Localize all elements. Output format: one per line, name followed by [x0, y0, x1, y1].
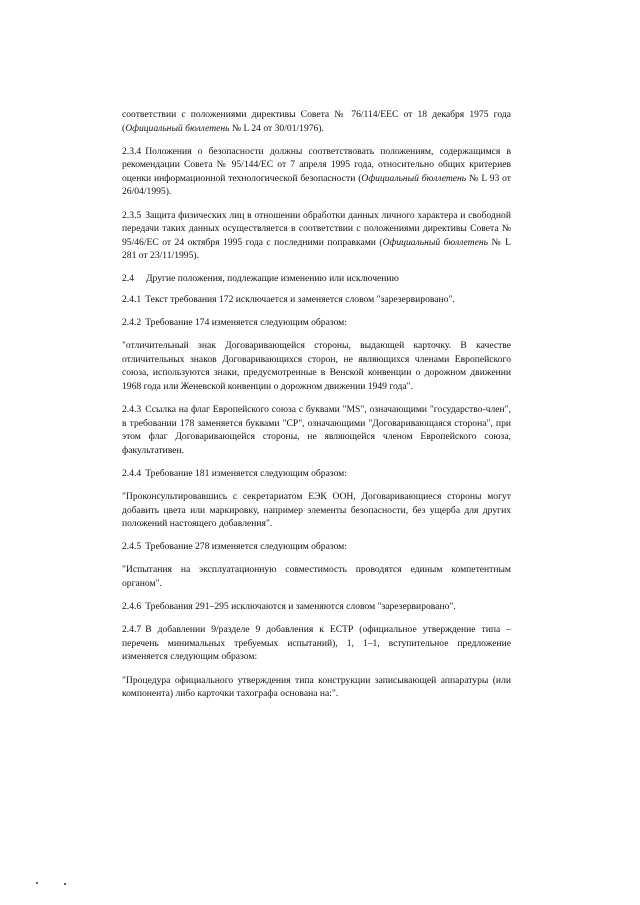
paragraph-text-end: № L 281 от 23/11/1995).: [122, 236, 511, 262]
paragraph-text: Другие положения, подлежащие изменению или исключению: [146, 273, 399, 285]
paragraph-text: "Испытания на эксплуатационную совместимость проводятся единым компетентным органом".: [122, 564, 511, 590]
paragraph-number: 2.4.5: [122, 541, 142, 553]
paragraph-text: "Проконсультировавшись с секретариатом ЕЭК ООН, Договаривающиеся стороны могут добавить цвета или маркировку, например элементы безопасности, без ущерба для других положений настоящего добавления".: [122, 491, 511, 530]
paragraph-italic: Официальный бюллетень: [382, 236, 488, 248]
paragraph-2-4-6: [122, 600, 511, 614]
paragraph-2-4-4: [122, 467, 511, 481]
paragraph-2-4-2: [122, 316, 511, 330]
paragraph-number: 2.3.4: [122, 145, 142, 157]
paragraph-2-4-5: [122, 540, 511, 554]
paragraph-2-4: [122, 272, 511, 286]
paragraph-number: 2.4.1: [122, 294, 142, 306]
paragraph-text: Требование 174 изменяется следующим образом:: [145, 317, 347, 329]
paragraph-number: 2.4: [122, 273, 134, 285]
paragraph-italic: Официальный бюллетень: [361, 172, 467, 184]
paragraph-quote-181: [122, 490, 511, 531]
paragraph-text: Защита физических лиц в отношении обработки данных личного характера и свободной передачи таких данных осуществляется в соответствии с положениями директивы Совета № 95/46/ЕС от 24 октября 1995 года с последними поправками (: [122, 209, 511, 248]
paragraph-quote-procedure: [122, 674, 511, 701]
paragraph-text: Ссылка на флаг Европейского союза с буквами "MS", означающими "государство-член", в требовании 178 заменяется буквами "CP", означающими "Договаривающаяся сторона", при этом флаг Договаривающейся стороны, не являющейся членом Европейского союза, факультативен.: [122, 404, 511, 456]
paragraph-number: 2.4.7: [122, 624, 142, 636]
paragraph-2-4-7: [122, 623, 511, 664]
paragraph-2-4-1: [122, 293, 511, 307]
paragraph-2-4-3: [122, 403, 511, 457]
paragraph-text: Требования 291–295 исключаются и заменяются словом "зарезервировано".: [145, 601, 456, 613]
scan-specks: [36, 881, 76, 887]
paragraph-number: 2.4.6: [122, 601, 142, 613]
paragraph-text: соответствии с положениями директивы Совета № 76/114/ЕЕС от 18 декабря 1975 года (: [122, 109, 511, 134]
paragraph-continuation: [122, 108, 511, 135]
paragraph-number: 2.4.4: [122, 467, 142, 479]
paragraph-number: 2.3.5: [122, 209, 142, 221]
paragraph-text-end: № L 93 от 26/04/1995).: [122, 172, 512, 198]
paragraph-text: "Процедура официального утверждения типа конструкции записывающей аппаратуры (или компонента) либо карточки тахографа основана на:".: [122, 674, 511, 700]
paragraph-quote-174: [122, 339, 511, 393]
paragraph-number: 2.4.2: [122, 317, 142, 329]
paragraph-text: Требование 181 изменяется следующим образом:: [145, 467, 347, 479]
paragraph-text: В добавлении 9/разделе 9 добавления к ЕСТР (официальное утверждение типа – перечень минимальных требуемых испытаний), 1, 1–1, вступительное предложение изменяется следующим образом:: [122, 624, 511, 663]
paragraph-2-3-4: [122, 145, 511, 199]
paragraph-text: Требование 278 изменяется следующим образом:: [145, 541, 347, 553]
paragraph-text: "отличительный знак Договаривающейся стороны, выдающей карточку. В качестве отличительных знаков Договаривающихся сторон, не являющихся членами Европейского союза, используются знаки, предусмотренные в Венской конвенции о дорожном движении 1968 года или Женевской конвенции о дорожном движении 1949 года".: [122, 340, 511, 392]
paragraph-italic: Официальный бюллетень: [125, 122, 230, 134]
paragraph-number: 2.4.3: [122, 404, 142, 416]
paragraph-text: Текст требования 172 исключается и заменяется словом "зарезервировано".: [145, 294, 455, 306]
paragraph-2-3-5: [122, 209, 511, 263]
paragraph-quote-278: [122, 563, 511, 590]
paragraph-text: Положения о безопасности должны соответствовать положениям, содержащимся в рекомендации Совета № 95/144/ЕС от 7 апреля 1995 года, относительно общих критериев оценки информационной технологической безопасности (: [122, 145, 511, 184]
scan-speck: [36, 882, 38, 884]
document-page: [122, 108, 511, 710]
paragraph-text-end: № L 24 от 30/01/1976).: [229, 122, 324, 134]
scan-speck: [64, 883, 66, 885]
